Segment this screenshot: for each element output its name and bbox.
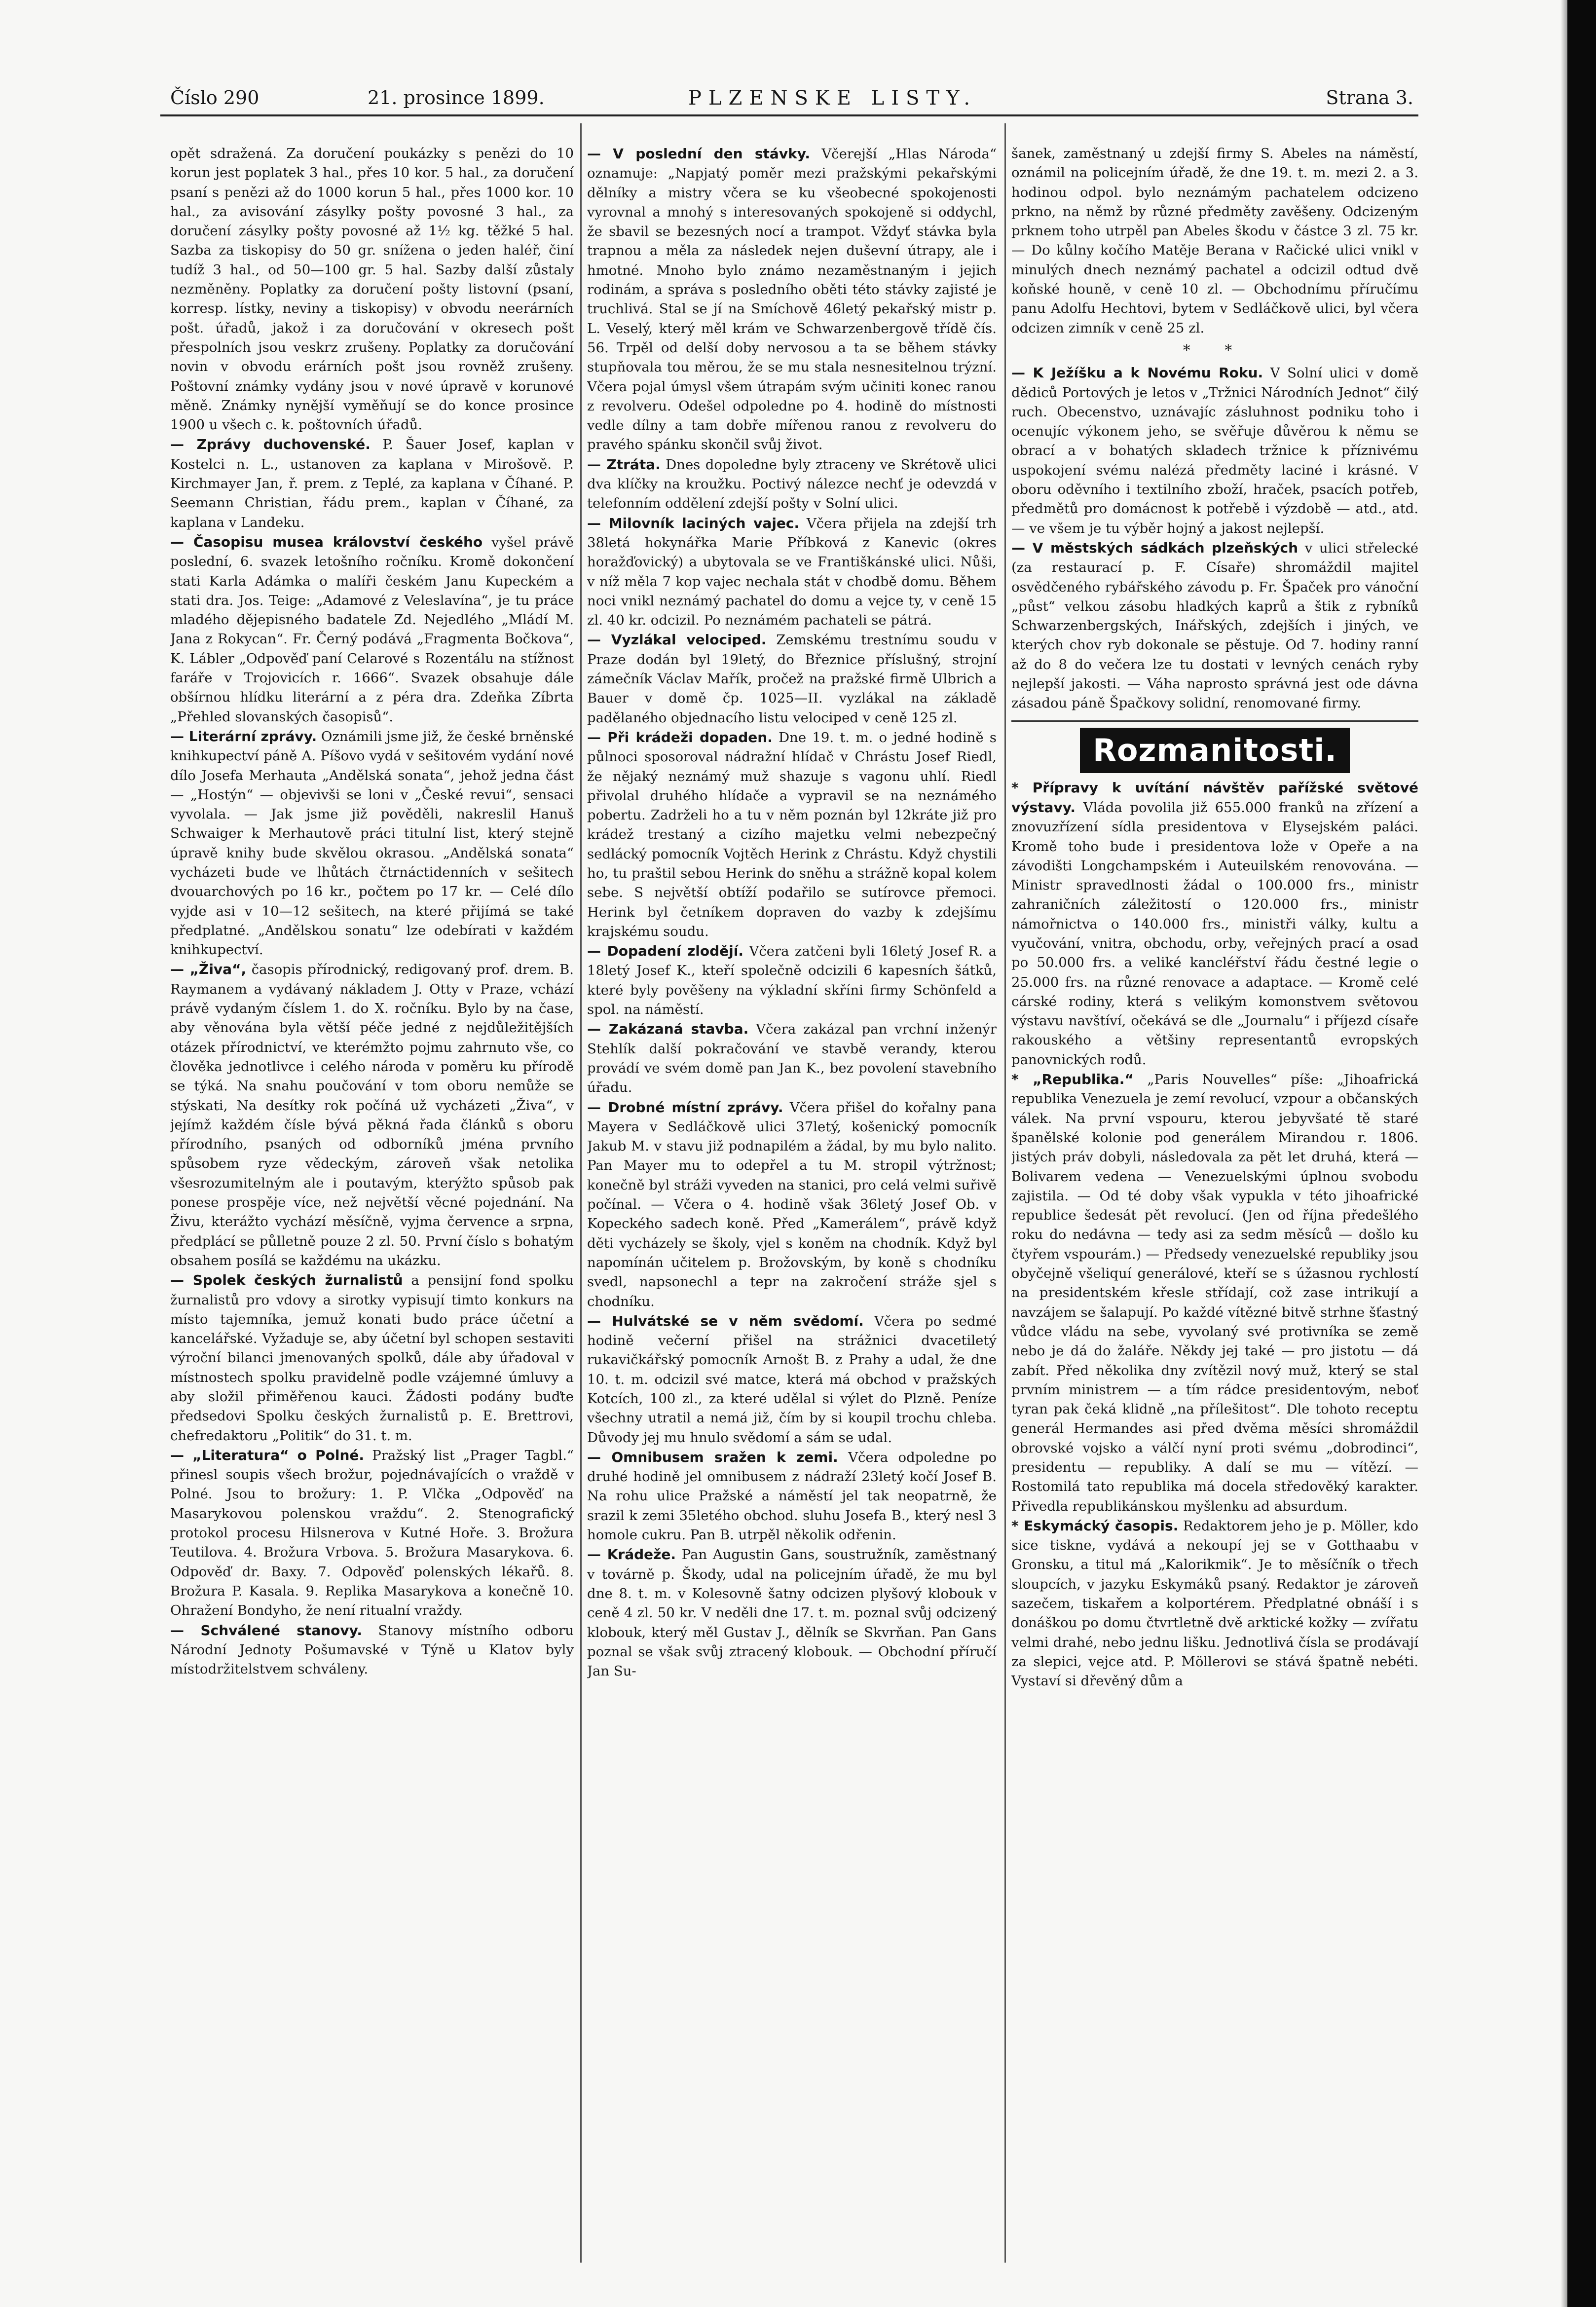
news-item <box>170 727 574 960</box>
news-body: Pan Augustin Gans, soustružník, zaměstnaný v továrně p. Škody, udal na policejním úřadě, že mu byl dne 8. t. m. v Kolesovně šatny odcizen plyšový klobouk v ceně 4 zl. 50 kr. V neděli dne 17. t. m. poznal svůj odcizený klobouk, který měl Gustav J., dělník se Skvrňan. Pan Gans poznal se však svůj ztracený klobouk. — Obchodní příručí Jan Su- <box>587 1547 997 1679</box>
news-headline: — V městských sádkách plzeňských <box>1011 539 1299 556</box>
news-body: Včera zatčeni byli 16letý Josef R. a 18letý Josef K., kteří společně odcizili 6 kapesních šátků, které byly pověšeny na výkladní skříni firmy Schönfeld a spol. na náměstí. <box>587 943 997 1018</box>
news-body: Včera zakázal pan vrchní inženýr Stehlík další pokračování ve stavbě verandy, kterou provádí ve svém domě pan Jan K., bez povolení stavebního úřadu. <box>587 1021 997 1096</box>
news-item <box>1011 778 1418 1070</box>
news-item <box>1011 1070 1418 1516</box>
column-divider <box>580 123 582 2263</box>
news-item <box>587 941 997 1019</box>
news-headline: — Dopadení zlodějí. <box>587 943 743 960</box>
news-item <box>1011 363 1418 538</box>
column-1 <box>170 144 574 2266</box>
news-headline: — Krádeže. <box>587 1546 676 1563</box>
news-body: V Solní ulici v domě dědiců Portových je letos v „Tržnici Národních Jednot“ čilý ruch. Obecenstvo, uznávajíc zásluhnost podniku toho i ocenujíc výkonem jeho, se svěřuje důvěrou k němu se obrací a v bohatých skladech tržnice k příznivému uspokojení svému nalézá předměty laciné i krásné. V oboru oděvního i textilního zboží, hraček, psacích potřeb, předmětů pro domácnost k potřebě i výzdobě — atd., atd. — ve všem je tu výběr hojný a jakost nejlepší. <box>1011 365 1418 536</box>
news-item <box>587 1311 997 1448</box>
news-item <box>170 1446 574 1621</box>
news-headline: — Spolek českých žurnalistů <box>170 1272 403 1289</box>
news-body: Zemskému trestnímu soudu v Praze dodán byl 19letý, do Březnice příslušný, strojní zámečník Václav Mařík, pročež na pražské firmě Ulbrich a Bauer v domě čp. 1025—II. vyzlákal na základě padělaného objednacího listu velociped v ceně 125 zl. <box>587 632 997 726</box>
news-headline: — Vyzlákal velociped. <box>587 632 767 648</box>
news-headline: — Schválené stanovy. <box>170 1622 362 1638</box>
news-headline: * Přípravy k uvítání návštěv pařížské světové výstavy. <box>1011 779 1418 816</box>
column-divider <box>1004 123 1006 2263</box>
column-3 <box>1011 144 1418 2266</box>
news-item <box>170 532 574 727</box>
news-headline: — Literární zprávy. <box>170 728 317 744</box>
news-body: Včera po sedmé hodině večerní přišel na strážnici dvacetiletý rukavičkářský pomocník Arnošt B. z Prahy a udal, že dne 10. t. m. odcizil své matce, která má obchod v pražských Kotcích, 100 zl., za které udělal si výlet do Plzně. Peníze všechny utratil a nemá již, čím by si koupil trochu chleba. Důvody jej mu hnulo svědomí a sám se udal. <box>587 1313 997 1446</box>
section-rule <box>1011 720 1418 722</box>
news-item <box>170 1621 574 1679</box>
news-headline: — K Ježíšku a k Novému Roku. <box>1011 365 1263 381</box>
news-item <box>170 1270 574 1446</box>
news-body: Včera odpoledne po druhé hodině jel omnibusem z nádraží 23letý kočí Josef B. Na rohu ulice Pražské a náměstí jel tak neopatrně, že srazil k zemi 35letého obchod. sluhu Josefa B., který nesl 3 homole cukru. Pan B. utrpěl několik odřenin. <box>587 1449 997 1543</box>
page-number: Strana 3. <box>1326 87 1413 109</box>
news-headline: — Zprávy duchovenské. <box>170 436 371 453</box>
news-item <box>1011 1516 1418 1691</box>
newspaper-title: PLZENSKE LISTY. <box>688 87 977 110</box>
news-item <box>587 1545 997 1681</box>
article-text: šanek, zaměstnaný u zdejší firmy S. Abeles na náměstí, oznámil na policejním úřadě, že dne 19. t. m. mezi 2. a 3. hodinou odpol. bylo neznámým pachatelem odcizeno prkno, na němž by různé předměty zavěšeny. Odcizeným prknem toho utrpěl pan Abeles škodu v částce 3 zl. 75 kr. — Do kůlny kočího Matěje Berana v Račické ulici vnikl v minulých dnech neznámý pachatel a odcizil odtud dvě koňské houně, v ceně 10 zl. — Obchodnímu příručímu panu Adolfu Hechtovi, bytem v Sedláčkově ulici, byl včera odcizen zimník v ceně 25 zl. <box>1011 146 1418 336</box>
news-body: vyšel právě poslední, 6. svazek letošního ročníku. Kromě dokončení stati Karla Adámka o malíři českém Janu Kupeckém a stati dra. Jos. Teige: „Adamové z Veleslavína“, je tu práce mladého dějepisného badatele Zd. Nejedlého „Mládí M. Jana z Rokycan“. Fr. Černý podává „Fragmenta Bočkova“, K. Lábler „Odpověď paní Celarové s Rozentálu na stížnost faráře v Trojovicích r. 1666“. Svazek obsahuje dále obšírnou hlídku literární a z péra dra. Zdeňka Zíbrta „Přehled slovanských časopisů“. <box>170 534 574 725</box>
section-separator-stars: * * <box>1183 341 1247 359</box>
news-headline: — Ztráta. <box>587 456 661 473</box>
news-headline: — „Živa“, <box>170 961 247 978</box>
news-item <box>587 144 997 455</box>
news-headline: — „Literatura“ o Polné. <box>170 1447 365 1463</box>
news-item <box>587 630 997 727</box>
header-rule <box>160 114 1418 116</box>
news-body: „Paris Nouvelles“ píše: „Jihoafrická republika Venezuela je zemí revolucí, vzpour a občanských válek. Na první vspouru, kterou jebyvšaté tě staré španělské kolonie pod generálem Mirandou r. 1806. jistých práv dobyli, následovala za pět let druhá, která — Bolivarem vedena — Venezuelskými úplnou svobodu zajistila. — Od té doby však vypukla v této jihoafrické republice šedesát pět revolucí. (Jen od října předešlého roku do nedávna — tedy asi za sedm měsíců — došlo ku čtyřem vspourám.) — Předsedy venezuelské republiky jsou obyčejně všeliquí generálové, kteří se s úžasnou rychlostí na presidentském křesle střídají, což zase intrikují a navzájem se šalapují. Po každé vítězné bitvě strhne šťastný vůdce vládu na sebe, vyvolaný své protivníka se země nebo je dá do žaláře. Někdy jej také — pro jistotu — dá zabít. Před několika dny zvítězil nový muž, který se stal prvním ministrem — a tím rádce presidentovým, neboť tyran pak čeká klidně „na přílešitost“. Dle tohoto receptu generál Hermandes asi před dvěma měsíci shromáždil obrovské vojsko a válčí nyní proti svému „dobrodinci“, presidentu — republiky. A dalí se mu — vítězí. — Rostomilá tato republika má docela středověký karakter. Přivedla republikánskou myšlenku ad absurdum. <box>1011 1072 1418 1514</box>
article-text: opět sdražená. Za doručení poukázky s penězi do 10 korun jest poplatek 3 hal., přes 10 kor. 5 hal., za doručení psaní s penězi až do 1000 korun 5 hal., přes 1000 kor. 10 hal., za avisování zásylky pošty povosné 3 hal., za doručení zásylky pošty povosné až 1½ kg. těžké 5 hal. Sazba za tiskopisy do 50 gr. snížena o jeden haléř, činí tudíž 3 hal., od 50—100 gr. 5 hal. Sazby další zůstaly nezměněny. Poplatky za doručení pošty listovní (psaní, korresp. lístky, neviny a tiskopisy) v obvodu neerárních pošt. úřadů, jakož i za doručování v okresech pošt přespolních jsou veskrz zrušeny. Poplatky za doručování novin v obvodu erárních pošt jsou rovněž zrušeny. Poštovní známky vydány jsou v nové úpravě v korunové měně. Známky nynější vyměňují se do konce prosince 1900 u všech c. k. poštovních úřadů. <box>170 146 574 433</box>
news-item <box>587 728 997 941</box>
section-banner <box>1011 728 1418 773</box>
news-headline: * Eskymácký časopis. <box>1011 1517 1179 1534</box>
news-body: Včerejší „Hlas Národa“ oznamuje: „Napjatý poměr mezi pražskými pekařskými dělníky a mistry včera se ku všeobecné spokojenosti vyrovnal a mnohý s interesovaných spokojeně si oddychl, že sbavil se bezesných nocí a trampot. Vždyť stávka byla trapnou a měla za následek nejen duševní útrapy, ale i hmotné. Mnoho bylo známo nezaměstnaným i jejich rodinám, a správa s posledního oběti této stávky zajisté je truchlivá. Stal se jí na Smíchově 46letý pekařský mistr p. L. Veselý, který měl krám ve Schwarzenbergově třídě čís. 56. Trpěl od delší doby nervosou a ta se během stávky stupňovala tou měrou, že se mu stala nesnesitelnou trýzní. Včera pojal úmysl všem útrapám svým učiniti konec ranou z revolveru. Odešel odpoledne po 4. hodině do místnosti vedle dílny a tam dobře mířenou ranou z revolveru do pravého spánku skončil svůj život. <box>587 146 997 453</box>
news-item <box>587 1448 997 1545</box>
issue-date: 21. prosince 1899. <box>368 87 545 109</box>
news-item <box>587 514 997 631</box>
news-item <box>170 435 574 532</box>
news-item <box>170 960 574 1270</box>
news-headline: — V poslední den stávky. <box>587 146 811 162</box>
news-headline: — Milovník laciných vajec. <box>587 515 800 531</box>
news-item <box>1011 538 1418 713</box>
news-item <box>587 1098 997 1311</box>
news-body: Včera přijela na zdejší trh 38letá hokynářka Marie Příbková z Kanevic (okres horažďovický) a ubytovala se ve Františkánské ulici. Nůši, v níž měla 7 kop vajec nechala stát v chodbě domu. Během noci vnikl neznámý pachatel do domu a vejce ty, v ceně 15 zl. 40 kr. odcizil. Po neznámém pachateli se pátrá. <box>587 515 997 629</box>
news-body: Pražský list „Prager Tagbl.“ přinesl soupis všech brožur, pojednávajících o vraždě v Polné. Jsou to brožury: 1. P. Vlčka „Odpověď na Masarykovou polenskou vraždu“. 2. Stenografický protokol procesu Hilsnerova v Kutné Hoře. 3. Brožura Teutilova. 4. Brožura Vrbova. 5. Brožura Masarykova. 6. Odpověď dr. Baxy. 7. Odpověď polenských lékařů. 8. Brožura P. Kasala. 9. Replika Masarykova a konečně 10. Ohražení Bondyho, že není ritualní vraždy. <box>170 1447 574 1619</box>
news-body: a pensijní fond spolku žurnalistů pro vdovy a sirotky vypisují timto konkurs na místo tajemníka, jemuž konati budo práce účetní a kancelářské. Vyžaduje se, aby účetní byl schopen sestaviti výroční bilanci jmenovaných spolků, dále aby úřadoval v místnostech spolku pravidelně podle vzájemné úmluvy a aby složil přiměřenou kauci. Žádosti podány buďte předsedovi Spolku českých žurnalistů p. E. Brettrovi, chefredaktoru „Politik“ do 31. t. m. <box>170 1272 574 1444</box>
news-body: Stanovy místního odboru Národní Jednoty Pošumavské v Týně u Klatov byly místodržitelstvem schváleny. <box>170 1622 574 1677</box>
news-body: Včera přišel do kořalny pana Mayera v Sedláčkově ulici 37letý, košenický pomocník Jakub M. v stavu již podnapilém a žádal, by mu bylo nalito. Pan Mayer mu to odepřel a tu M. stropil výtržnost; konečně byl stráži vyveden na stanici, pro celá velmi suřivě počínal. — Včera o 4. hodině však 36letý Josef Ob. v Kopeckého sadech koně. Před „Kamerálem“, právě když děti vycházely se školy, vjel s koněm na chodník. Když byl napomínán učitelem p. Brožovským, by koně s chodníku svedl, napsonechl a tepr na zakročení stráže sjel s chodníku. <box>587 1099 997 1309</box>
news-body: Dne 19. t. m. o jedné hodině s půlnoci sposoroval nádražní hlídač v Chrástu Josef Riedl, že nějaký neznámý muž shazuje s vagonu uhlí. Riedl přivolal druhého hlídače a vypravil se na neznámého pobertu. Zadrželi ho a tu v něm poznán byl 12kráte již pro krádež trestaný a cizího majetku velmi nebezpečný sedlácký pomocník Vojtěch Herink z Chrástu. Když chystili ho, tu praštil sebou Herink do sněhu a strážně kopal kolem sebe. S největší obtíží podařilo se sutírovce přemoci. Herink byl četníkem dopraven do vazby k zdejšímu krajskému soudu. <box>587 729 997 939</box>
section-title: Rozmanitosti. <box>1080 728 1350 773</box>
news-body: Vláda povolila již 655.000 franků na zřízení a znovuzřízení sídla presidentova v Elysejském paláci. Kromě toho bude i presidentova lože v Opeře a na závodišti Longchampském i Auteuilském renovována. — Ministr spravedlnosti žádal o 100.000 frs., ministr zahraničních záležitostí o 120.000 frs., ministr námořnictva o 140.000 frs., ministři války, kultu a vyučování, vnitra, obchodu, orby, veřejných prací a osad po 50.000 frs. a veliké kancléřství řádu čestné legie o 25.000 frs. na různé renovace a adaptace. — Kromě celé cárské rodiny, která s velikým komonstvem světovou výstavu navštíví, očekává se dle „Journalu“ i příjezd císaře rakouského a většiny representantů evropských panovnických rodů. <box>1011 799 1418 1068</box>
news-headline: — Při krádeži dopaden. <box>587 729 773 745</box>
news-headline: * „Republika.“ <box>1011 1071 1134 1088</box>
news-headline: — Hulvátské se v něm svědomí. <box>587 1312 864 1329</box>
news-body: časopis přírodnický, redigovaný prof. drem. B. Raymanem a vydávaný nákladem J. Otty v Praze, vchází právě vydaným číslem 1. do X. ročníku. Bylo by na čase, aby věnována byla větší péče jedné z nejdůležitějších otázek přírodnictví, ve kterémžto pojmu zahrnuto vše, co člověka jednotlivce i celého národa v poměru ku přírodě se týká. Na snahu poučování v tom oboru nemůže se stýskati, Na desítky rok počíná už vycházeti „Živa“, v jejímž každém čísle bývá pěkná řada článků s oboru přírodního, psaných od odborníků jména prvního spůsobem ryze vědeckým, zároveň však netolika všesrozumitelným ale i poutavým, kterýžto spůsob pak ponese prospěje více, než největší věcné pojednání. Na Živu, kterážto vychází měsíčně, vyjma července a srpna, předplácí se půlletně pouze 2 zl. 50. První číslo s bohatým obsahem posílá se každému na ukázku. <box>170 962 574 1268</box>
scan-dark-edge <box>1567 0 1596 2307</box>
news-headline: — Omnibusem sražen k zemi. <box>587 1449 838 1465</box>
news-headline: — Časopisu musea království českého <box>170 533 483 550</box>
column-2 <box>587 144 997 2266</box>
news-body: Oznámili jsme již, že české brněnské knihkupectví páně A. Píšovo vydá v sešitovém vydání nové dílo Josefa Merhauta „Andělská sonata“, jehož jedna část — „Hostýn“ — objevivši se loni v „České revui“, sensaci vyvolala. — Jak jsme již pověděli, nakreslil Hanuš Schwaiger k Merhautově práci titulní list, který stejně úpravě knihy bude skvělou okrasou. „Andělská sonata“ vycházeti bude ve lhůtách čtrnáctidenních v sešitech dvouarchových po 16 kr., počtem po 17 kr. — Celé dílo vyjde asi v 10—12 sešitech, na které přijímá se také předplatné. „Andělskou sonatu“ lze odebírati v každém knihkupectví. <box>170 728 574 958</box>
news-body: Dnes dopoledne byly ztraceny ve Skrétově ulici dva klíčky na kroužku. Poctivý nálezce nechť je odevzdá v telefonním oddělení zdejší pošty v Solní ulici. <box>587 456 997 512</box>
news-headline: — Zakázaná stavba. <box>587 1021 749 1038</box>
issue-number: Číslo 290 <box>170 87 260 109</box>
news-body: P. Šauer Josef, kaplan v Kostelci n. L., ustanoven za kaplana v Mirošově. P. Kirchmayer Jan, ř. prem. z Teplé, za kaplana v Číhané. P. Seemann Christian, řádu prem., kaplan v Číhané, za kaplana v Landeku. <box>170 437 574 530</box>
news-item <box>587 455 997 514</box>
news-item <box>587 1019 997 1097</box>
news-body: Redaktorem jeho je p. Möller, kdo sice tiskne, vydává a nekoupí jej se v Gotthaabu v Gronsku, a titul má „Kalorikmik“. Je to měsíčník o třech sloupcích, v jazyku Eskymáků psaný. Redaktor je zároveň sazečem, tiskařem a kolportérem. Předplatné obnáší i s donáškou po domu čtvrtletně dvě arktické kožky — zvířatu velmi drahé, nebo jednu lišku. Jednotlivá čísla se prodávají za slepici, vejce atd. P. Möllerovi se stává špatně nebéti. Vystaví si dřevěný dům a <box>1011 1518 1418 1689</box>
news-body: v ulici střelecké (za restaurací p. F. Císaře) shromáždil majitel osvědčeného rybářského závodu p. Fr. Špaček pro vánoční „půst“ velkou zásobu hladkých kaprů a štik z rybníků Schwarzenbergských, Inářských, zdejších i jiných, ve kterých chov ryb dokonale se pěstuje. Od 7. hodiny ranní až do 8 do večera lze tu dostati v levných cenách ryby nejlepší jakosti. — Váha naprosto správná jest ode dávna zásadou páně Špačkovy solidní, renomované firmy. <box>1011 540 1418 711</box>
news-headline: — Drobné místní zprávy. <box>587 1099 783 1116</box>
